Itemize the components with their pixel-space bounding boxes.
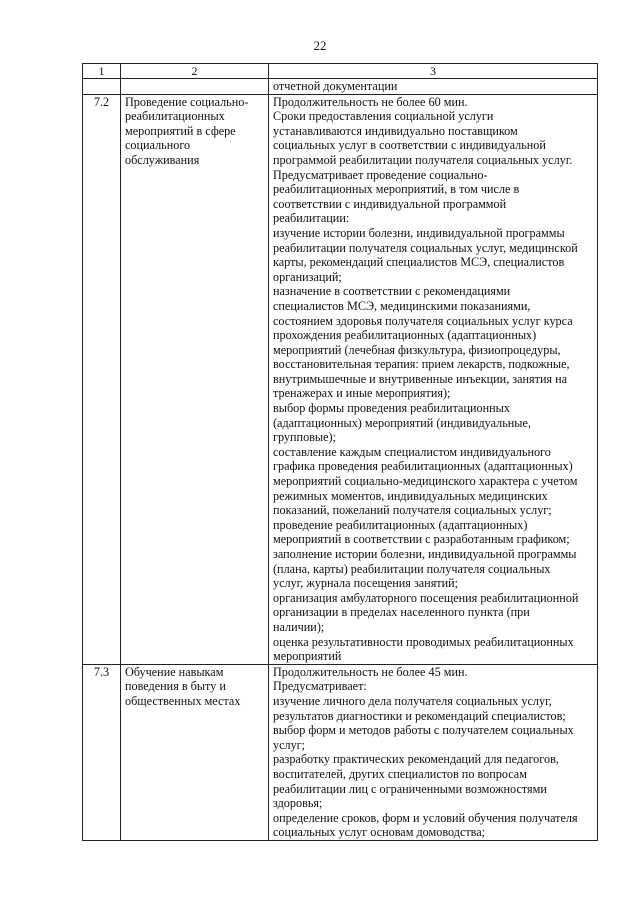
column-header-2: 2 (121, 64, 269, 79)
service-name-line: общественных местах (125, 693, 241, 708)
service-name-line: Обучение навыкам (125, 664, 224, 679)
description-line: режимных моментов, индивидуальных медицинских (273, 488, 548, 503)
description-line: выбор формы проведения реабилитационных (273, 401, 510, 416)
description-line: карты, рекомендаций специалистов МСЭ, специалистов (273, 255, 565, 270)
description-line: проведение реабилитационных (адаптационных) (273, 517, 528, 532)
description-line: Предусматривает: (273, 679, 367, 694)
description-line: Продолжительность не более 45 мин. (273, 664, 468, 679)
description-line: соответствии с индивидуальной программой (273, 196, 507, 211)
description-line: наличии); (273, 619, 325, 634)
service-name (121, 94, 269, 664)
description-line: состоянием здоровья получателя социальных услуг курса (273, 313, 573, 328)
description-line: заполнение истории болезни, индивидуальной программы (273, 547, 577, 561)
table-row (83, 664, 598, 840)
description-line: организация амбулаторного посещения реабилитационной (273, 590, 579, 605)
description-line: услуг; (273, 737, 306, 752)
description-line: восстановительная терапия: прием лекарств, подкожные, (273, 357, 570, 372)
description-line: реабилитационных мероприятий, в том числе в (273, 182, 520, 197)
description-line: Сроки предоставления социальной услуги (273, 109, 494, 124)
table-row (83, 94, 598, 664)
service-description (269, 664, 598, 840)
service-name-line: Проведение социально- (125, 94, 249, 109)
service-name-line: поведения в быту и (125, 679, 226, 694)
description-line: Продолжительность не более 60 мин. (273, 94, 468, 109)
row-number: 7.3 (83, 664, 121, 840)
description-line: социальных услуг основам домоводства; (273, 825, 486, 840)
table-header-row (83, 64, 598, 79)
description-line: Предусматривает проведение социально- (273, 167, 488, 182)
column-header-3: 3 (269, 64, 598, 79)
service-name-line: социального (125, 138, 191, 153)
description-line: специалистов МСЭ, медицинскими показаниями, (273, 298, 531, 313)
description-line: организации в пределах населенного пункта (при (273, 605, 530, 620)
description-line: изучение истории болезни, индивидуальной программы (273, 225, 565, 240)
description-line: определение сроков, форм и условий обучения получателя (273, 810, 578, 825)
description-line: прохождения реабилитационных (адаптационных) (273, 328, 537, 343)
description-line: (плана, карты) реабилитации получателя социальных (273, 561, 551, 576)
continuation-num-cell (83, 79, 121, 95)
description-line: (адаптационных) мероприятий (индивидуальные, (273, 415, 531, 430)
service-name-line: обслуживания (125, 152, 200, 167)
row-number: 7.2 (83, 94, 121, 664)
description-line: организаций; (273, 269, 342, 284)
continuation-name-cell (121, 79, 269, 95)
page-number: 22 (313, 38, 327, 53)
column-header-1: 1 (83, 64, 121, 79)
description-line: устанавливаются индивидуально поставщиком (273, 123, 518, 138)
description-line: групповые); (273, 430, 336, 445)
description-line: показаний, пожеланий получателя социальных услуг; (273, 503, 552, 518)
description-line: разработку практических рекомендаций для педагогов, (273, 752, 559, 767)
service-name-line: реабилитационных (125, 109, 225, 124)
service-name-line: мероприятий в сфере (125, 123, 236, 138)
description-line: назначение в соответствии с рекомендациями (273, 284, 511, 299)
description-line: реабилитации лиц с ограниченными возможностями (273, 781, 547, 796)
description-line: услуг, журнала посещения занятий; (273, 576, 459, 591)
description-line: изучение личного дела получателя социальных услуг, (273, 693, 552, 708)
description-line: тренажерах и иные мероприятия); (273, 386, 451, 401)
description-line: мероприятий (273, 649, 342, 664)
service-name (121, 664, 269, 840)
description-line: мероприятий социально-медицинского характера с учетом (273, 474, 578, 489)
description-line: воспитателей, других специалистов по вопросам (273, 766, 527, 781)
description-line: оценка результативности проводимых реабилитационных (273, 634, 574, 649)
description-line: выбор форм и методов работы с получателем социальных (273, 723, 574, 738)
description-line: результатов диагностики и рекомендаций специалистов; (273, 708, 566, 723)
description-line: реабилитации получателя социальных услуг, медицинской (273, 240, 578, 255)
description-line: мероприятий в соответствии с разработанным графиком; (273, 532, 570, 547)
description-line: графика проведения реабилитационных (адаптационных) (273, 459, 573, 474)
description-line: здоровья; (273, 796, 323, 811)
description-line: составление каждым специалистом индивидуального (273, 444, 551, 459)
description-line: реабилитации: (273, 211, 350, 226)
description-line: мероприятий (лечебная физкультура, физиопроцедуры, (273, 342, 561, 357)
continuation-row (83, 79, 598, 95)
services-table (82, 63, 598, 841)
description-line: социальных услуг в соответствии с индивидуальной (273, 138, 546, 153)
service-description (269, 94, 598, 664)
description-line: внутримышечные и внутривенные инъекции, занятия на (273, 371, 568, 386)
continuation-description: отчетной документации (269, 79, 598, 95)
description-line: программой реабилитации получателя социальных услуг. (273, 152, 573, 167)
